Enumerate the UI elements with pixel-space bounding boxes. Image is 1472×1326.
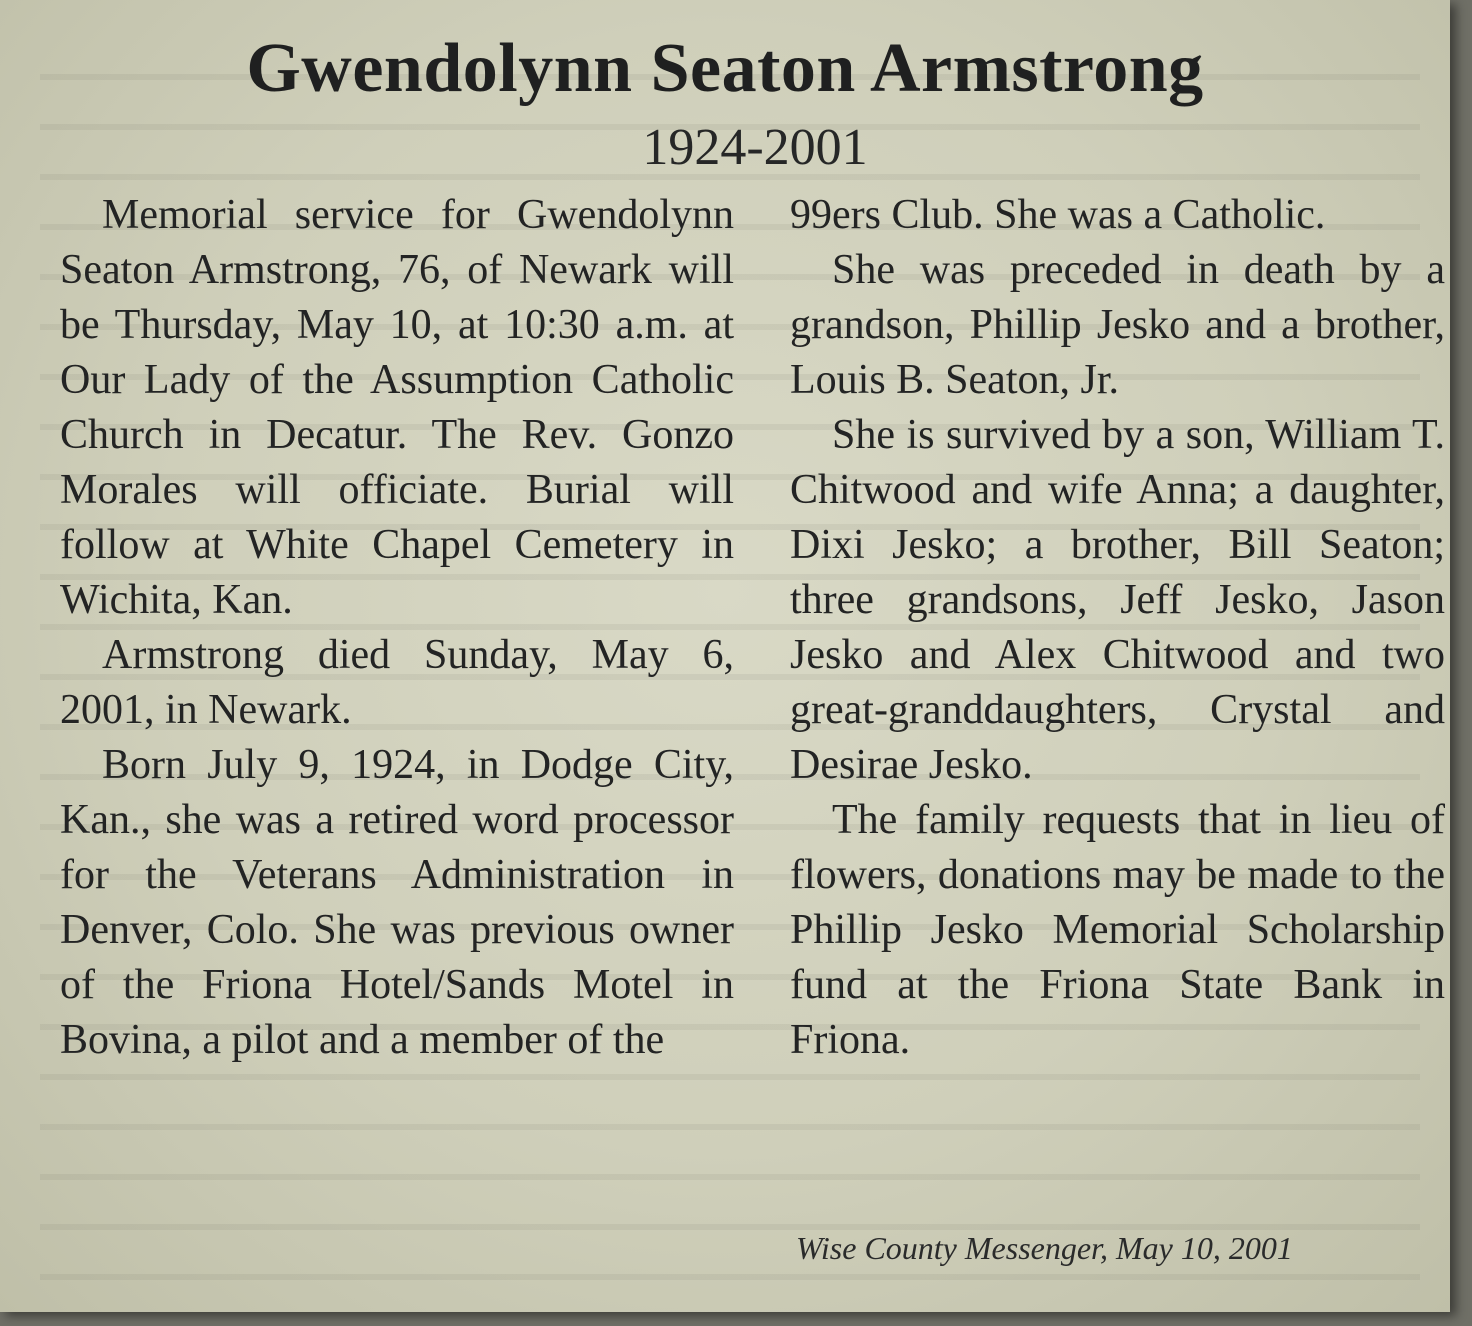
- obituary-headline: Gwendolynn Seaton Armstrong: [246, 30, 1204, 107]
- paragraph-survivors: She is survived by a son, William T. Chitwood and wife Anna; a daughter, Dixi Jesko; a brother, Bill Seaton; three grandsons, Jeff Jesko, Jason Jesko and Alex Chitwood and two great-granddaughters, Crystal and Desirae Jesko.: [790, 412, 1445, 788]
- paragraph-death: Armstrong died Sunday, May 6, 2001, in Newark.: [60, 632, 734, 733]
- right-column: [790, 188, 1445, 1068]
- paragraph-preceded: She was preceded in death by a grandson, Phillip Jesko and a brother, Louis B. Seaton, Jr.: [790, 247, 1445, 403]
- paragraph-donations: The family requests that in lieu of flowers, donations may be made to the Phillip Jesko Memorial Scholarship fund at the Friona State Bank in Friona.: [790, 797, 1445, 1063]
- paragraph-biography-continued: 99ers Club. She was a Catholic.: [790, 192, 1326, 238]
- paragraph-service: Memorial service for Gwendolynn Seaton Armstrong, 76, of Newark will be Thursday, May 10, at 10:30 a.m. at Our Lady of the Assumption Catholic Church in Decatur. The Rev. Gonzo Morales will officiate. Burial will follow at White Chapel Cemetery in Wichita, Kan.: [60, 192, 734, 623]
- paragraph-biography: Born July 9, 1924, in Dodge City, Kan., she was a retired word processor for the Veterans Administration in Denver, Colo. She was previous owner of the Friona Hotel/Sands Motel in Bovina, a pilot and a member of the: [60, 742, 734, 1063]
- left-column: [60, 188, 734, 1068]
- source-credit: Wise County Messenger, May 10, 2001: [796, 1230, 1293, 1266]
- obituary-years: 1924-2001: [642, 119, 868, 176]
